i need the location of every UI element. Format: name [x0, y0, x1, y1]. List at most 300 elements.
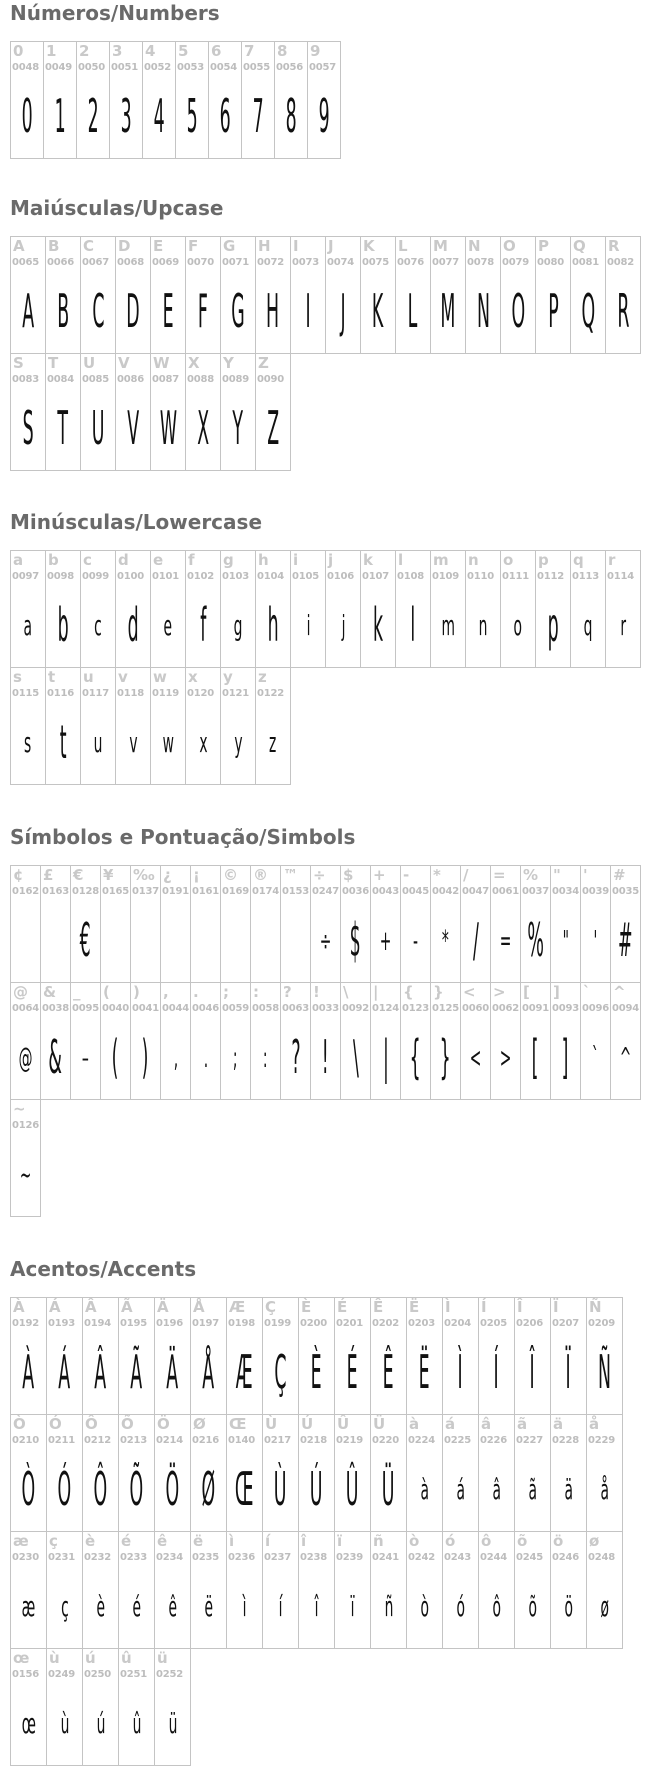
glyph-code: 0108	[397, 571, 425, 582]
glyph-char: Ù	[274, 1462, 287, 1516]
glyph-sample	[11, 904, 40, 976]
glyph-code: 0043	[372, 886, 400, 897]
glyph-label: '	[583, 866, 588, 884]
glyph-code: 0163	[42, 886, 70, 897]
glyph-sample	[587, 1336, 622, 1408]
glyph-label: Ø	[193, 1415, 206, 1433]
glyph-cell	[154, 1648, 191, 1766]
glyph-label: ê	[157, 1532, 168, 1550]
glyph-char: i	[306, 608, 310, 642]
glyph-cell	[605, 550, 641, 668]
glyph-cell	[220, 865, 251, 983]
glyph-cell	[290, 550, 326, 668]
glyph-char: {	[409, 1030, 422, 1084]
glyph-char: Ë	[419, 1345, 430, 1399]
glyph-char: y	[233, 725, 243, 759]
glyph-label: ô	[481, 1532, 492, 1550]
glyph-sample	[161, 1021, 190, 1093]
glyph-label: ä	[553, 1415, 564, 1433]
glyph-code: 0214	[156, 1435, 184, 1446]
glyph-char: V	[127, 401, 139, 455]
glyph-label: 6	[211, 42, 222, 60]
glyph-label: |	[373, 983, 379, 1001]
glyph-label: ‰	[133, 866, 155, 884]
glyph-label: ©	[223, 866, 238, 884]
glyph-sample	[83, 1336, 118, 1408]
glyph-sample	[11, 1021, 40, 1093]
glyph-char: }	[439, 1030, 452, 1084]
section-title: Símbolos e Pontuação/Simbols	[10, 825, 356, 849]
glyph-cell	[115, 353, 151, 471]
glyph-char: õ	[528, 1589, 537, 1623]
glyph-cell	[490, 865, 521, 983]
glyph-cell	[395, 236, 431, 354]
glyph-char: 7	[252, 89, 264, 143]
glyph-char: ê	[168, 1589, 177, 1623]
glyph-label: f	[188, 551, 195, 569]
glyph-cell	[442, 1531, 479, 1649]
glyph-sample	[371, 1453, 406, 1525]
glyph-label: é	[121, 1532, 132, 1550]
glyph-code: 0211	[48, 1435, 76, 1446]
glyph-sample	[221, 589, 255, 661]
glyph-char: 9	[318, 89, 330, 143]
glyph-code: 0049	[45, 62, 73, 73]
glyph-char: z	[269, 725, 277, 759]
glyph-sample	[431, 589, 465, 661]
glyph-sample	[143, 80, 175, 152]
glyph-sample	[491, 1021, 520, 1093]
glyph-label: F	[188, 237, 199, 255]
glyph-cell	[100, 865, 131, 983]
glyph-cell	[460, 865, 491, 983]
glyph-label: v	[118, 668, 128, 686]
glyph-sample	[155, 1687, 190, 1759]
glyph-cell	[255, 667, 291, 785]
glyph-char: *	[442, 923, 449, 957]
glyph-code: 0122	[257, 688, 285, 699]
glyph-sample	[401, 1021, 430, 1093]
glyph-char: >	[499, 1040, 512, 1074]
glyph-char: K	[372, 284, 384, 338]
glyph-cell	[150, 667, 186, 785]
glyph-char: +	[379, 923, 392, 957]
glyph-sample	[81, 392, 115, 464]
glyph-label: >	[493, 983, 506, 1001]
glyph-char: Ú	[310, 1462, 323, 1516]
glyph-char: N	[476, 284, 490, 338]
glyph-cell	[586, 1414, 623, 1532]
glyph-code: 0089	[222, 374, 250, 385]
glyph-cell	[430, 982, 461, 1100]
glyph-char: à	[420, 1472, 429, 1506]
glyph-sample	[151, 589, 185, 661]
glyph-cell	[500, 236, 536, 354]
section-title: Números/Numbers	[10, 1, 220, 25]
glyph-label: ö	[553, 1532, 564, 1550]
glyph-sample	[11, 1570, 46, 1642]
glyph-sample	[47, 1570, 82, 1642]
glyph-cell	[325, 550, 361, 668]
glyph-code: 0231	[48, 1552, 76, 1563]
glyph-sample	[299, 1570, 334, 1642]
glyph-cell	[190, 1531, 227, 1649]
glyph-label: a	[13, 551, 24, 569]
glyph-char: F	[197, 284, 209, 338]
glyph-code: 0048	[12, 62, 40, 73]
glyph-sample	[227, 1453, 262, 1525]
glyph-label: Ù	[265, 1415, 278, 1433]
glyph-cell	[255, 353, 291, 471]
glyph-char: ~	[19, 1157, 32, 1191]
glyph-label: â	[481, 1415, 492, 1433]
glyph-label: À	[13, 1298, 25, 1316]
glyph-char: d	[127, 598, 139, 652]
glyph-label: 8	[277, 42, 288, 60]
glyph-sample	[119, 1336, 154, 1408]
glyph-label: O	[503, 237, 516, 255]
glyph-cell	[610, 865, 641, 983]
glyph-char: x	[198, 725, 208, 759]
glyph-sample	[11, 1336, 46, 1408]
glyph-sample	[81, 589, 115, 661]
glyph-char: 6	[219, 89, 231, 143]
glyph-cell	[580, 982, 611, 1100]
glyph-cell	[340, 865, 371, 983]
glyph-sample	[587, 1453, 622, 1525]
glyph-char: O	[511, 284, 525, 338]
glyph-code: 0161	[192, 886, 220, 897]
glyph-code: 0112	[537, 571, 565, 582]
glyph-char: T	[57, 401, 69, 455]
glyph-sample	[227, 1570, 262, 1642]
glyph-label: <	[463, 983, 476, 1001]
glyph-label: c	[83, 551, 92, 569]
glyph-label: L	[398, 237, 408, 255]
glyph-cell	[460, 982, 491, 1100]
glyph-code: 0081	[572, 257, 600, 268]
glyph-code: 0233	[120, 1552, 148, 1563]
glyph-label: Ö	[157, 1415, 170, 1433]
glyph-code: 0066	[47, 257, 75, 268]
glyph-sample	[256, 392, 290, 464]
glyph-char: B	[57, 284, 69, 338]
glyph-char: ç	[60, 1589, 69, 1623]
glyph-sample	[371, 1021, 400, 1093]
glyph-char: ï	[350, 1589, 355, 1623]
glyph-label: S	[13, 354, 24, 372]
glyph-cell	[490, 982, 521, 1100]
glyph-code: 0219	[336, 1435, 364, 1446]
glyph-sample	[611, 904, 640, 976]
glyph-sample	[119, 1687, 154, 1759]
glyph-char: =	[499, 923, 512, 957]
glyph-cell	[76, 41, 110, 159]
glyph-cell	[150, 353, 186, 471]
glyph-sample	[281, 1021, 310, 1093]
glyph-char: Ò	[21, 1462, 36, 1516]
glyph-label: ™	[283, 866, 298, 884]
glyph-char: Á	[58, 1345, 71, 1399]
glyph-sample	[81, 706, 115, 778]
glyph-char: 4	[153, 89, 165, 143]
glyph-label: i	[293, 551, 299, 569]
glyph-char: ì	[242, 1589, 247, 1623]
glyph-label: T	[48, 354, 59, 372]
glyph-sample	[131, 904, 160, 976]
glyph-cell	[370, 982, 401, 1100]
glyph-label: y	[223, 668, 233, 686]
glyph-char: Ç	[274, 1345, 287, 1399]
glyph-char: l	[410, 598, 416, 652]
glyph-label: î	[301, 1532, 307, 1550]
glyph-cell	[550, 865, 581, 983]
glyph-label: &	[43, 983, 57, 1001]
glyph-code: 0050	[78, 62, 106, 73]
glyph-char: w	[162, 725, 174, 759]
glyph-code: 0193	[48, 1318, 76, 1329]
glyph-sample	[186, 275, 220, 347]
glyph-label: ú	[85, 1649, 96, 1667]
glyph-label: Ã	[121, 1298, 133, 1316]
glyph-cell	[478, 1297, 515, 1415]
glyph-cell	[465, 550, 501, 668]
glyph-code: 0033	[312, 1003, 340, 1014]
glyph-label: è	[85, 1532, 96, 1550]
glyph-code: 0210	[12, 1435, 40, 1446]
glyph-code: 0200	[300, 1318, 328, 1329]
glyph-sample	[581, 904, 610, 976]
glyph-sample	[443, 1570, 478, 1642]
glyph-char: ú	[96, 1706, 105, 1740]
glyph-code: 0056	[276, 62, 304, 73]
glyph-label: Ò	[13, 1415, 26, 1433]
glyph-code: 0121	[222, 688, 250, 699]
glyph-sample	[299, 1453, 334, 1525]
glyph-cell	[10, 1414, 47, 1532]
glyph-label: C	[83, 237, 95, 255]
glyph-char: G	[231, 284, 245, 338]
glyph-char: /	[472, 913, 479, 967]
glyph-sample	[221, 275, 255, 347]
glyph-char: r	[620, 608, 626, 642]
glyph-sample	[131, 1021, 160, 1093]
glyph-label: ~	[13, 1100, 26, 1118]
glyph-grid	[10, 236, 655, 470]
glyph-cell	[570, 550, 606, 668]
glyph-sample	[46, 275, 80, 347]
glyph-cell	[550, 982, 581, 1100]
glyph-char: e	[163, 608, 173, 642]
glyph-code: 0242	[408, 1552, 436, 1563]
glyph-label: Ê	[373, 1298, 384, 1316]
glyph-sample	[466, 589, 500, 661]
glyph-label: u	[83, 668, 94, 686]
glyph-sample	[581, 1021, 610, 1093]
glyph-cell	[478, 1531, 515, 1649]
glyph-char: 1	[54, 89, 66, 143]
glyph-label: /	[463, 866, 469, 884]
glyph-code: 0203	[408, 1318, 436, 1329]
glyph-code: 0248	[588, 1552, 616, 1563]
glyph-char: #	[618, 913, 633, 967]
glyph-sample	[11, 1138, 40, 1210]
glyph-char: ò	[420, 1589, 429, 1623]
glyph-sample	[221, 1021, 250, 1093]
glyph-code: 0249	[48, 1669, 76, 1680]
glyph-char: Æ	[236, 1345, 253, 1399]
glyph-cell	[550, 1531, 587, 1649]
glyph-sample	[155, 1570, 190, 1642]
glyph-char: W	[159, 401, 177, 455]
glyph-code: 0041	[132, 1003, 160, 1014]
glyph-code: 0218	[300, 1435, 328, 1446]
glyph-code: 0241	[372, 1552, 400, 1563]
glyph-cell	[370, 1297, 407, 1415]
glyph-cell	[154, 1414, 191, 1532]
glyph-char: Y	[232, 401, 244, 455]
glyph-char: 2	[87, 89, 99, 143]
glyph-sample	[83, 1687, 118, 1759]
glyph-code: 0074	[327, 257, 355, 268]
glyph-cell	[150, 550, 186, 668]
glyph-cell	[45, 236, 81, 354]
glyph-label: Z	[258, 354, 269, 372]
glyph-label: Y	[223, 354, 234, 372]
glyph-cell	[190, 1297, 227, 1415]
glyph-sample	[101, 1021, 130, 1093]
glyph-sample	[479, 1453, 514, 1525]
glyph-label: G	[223, 237, 236, 255]
glyph-sample	[371, 1570, 406, 1642]
glyph-label: Æ	[229, 1298, 246, 1316]
glyph-code: 0090	[257, 374, 285, 385]
glyph-label: 2	[79, 42, 90, 60]
glyph-char: Ô	[93, 1462, 108, 1516]
glyph-cell	[115, 550, 151, 668]
glyph-code: 0091	[522, 1003, 550, 1014]
glyph-sample	[11, 80, 43, 152]
glyph-sample	[291, 275, 325, 347]
glyph-cell	[190, 982, 221, 1100]
glyph-label: ë	[193, 1532, 204, 1550]
glyph-char: .	[203, 1040, 208, 1074]
glyph-cell	[46, 1297, 83, 1415]
glyph-sample	[46, 392, 80, 464]
glyph-sample	[41, 1021, 70, 1093]
glyph-label: õ	[517, 1532, 528, 1550]
glyph-code: 0225	[444, 1435, 472, 1446]
glyph-label: 1	[46, 42, 57, 60]
glyph-code: 0086	[117, 374, 145, 385]
glyph-code: 0045	[402, 886, 430, 897]
glyph-cell	[514, 1297, 551, 1415]
glyph-code: 0229	[588, 1435, 616, 1446]
glyph-sample	[551, 1453, 586, 1525]
glyph-code: 0034	[552, 886, 580, 897]
glyph-sample	[443, 1336, 478, 1408]
glyph-grid	[10, 1297, 655, 1765]
glyph-sample	[521, 1021, 550, 1093]
glyph-code: 0153	[282, 886, 310, 897]
glyph-code: 0061	[492, 886, 520, 897]
glyph-sample	[191, 1021, 220, 1093]
glyph-cell	[154, 1531, 191, 1649]
glyph-cell	[46, 1531, 83, 1649]
glyph-cell	[298, 1414, 335, 1532]
glyph-sample	[461, 904, 490, 976]
glyph-cell	[514, 1531, 551, 1649]
glyph-code: 0100	[117, 571, 145, 582]
glyph-char: q	[583, 608, 593, 642]
glyph-sample	[176, 80, 208, 152]
glyph-label: ñ	[373, 1532, 384, 1550]
glyph-label: ¥	[103, 866, 114, 884]
glyph-label: o	[503, 551, 514, 569]
glyph-cell	[605, 236, 641, 354]
glyph-code: 0199	[264, 1318, 292, 1329]
glyph-cell	[175, 41, 209, 159]
glyph-cell	[442, 1297, 479, 1415]
glyph-label: t	[48, 668, 56, 686]
glyph-sample	[11, 275, 45, 347]
glyph-cell	[334, 1414, 371, 1532]
glyph-code: 0084	[47, 374, 75, 385]
glyph-code: 0088	[187, 374, 215, 385]
glyph-code: 0251	[120, 1669, 148, 1680]
glyph-code: 0114	[607, 571, 635, 582]
glyph-sample	[606, 275, 640, 347]
glyph-label: R	[608, 237, 620, 255]
glyph-char: [	[532, 1030, 539, 1084]
glyph-cell	[160, 865, 191, 983]
glyph-cell	[400, 865, 431, 983]
glyph-cell	[400, 982, 431, 1100]
glyph-char: A	[22, 284, 34, 338]
glyph-label: Ï	[553, 1298, 559, 1316]
glyph-code: 0196	[156, 1318, 184, 1329]
glyph-code: 0092	[342, 1003, 370, 1014]
glyph-sample	[116, 275, 150, 347]
glyph-char: é	[132, 1589, 141, 1623]
glyph-sample	[263, 1570, 298, 1642]
glyph-cell	[185, 667, 221, 785]
glyph-cell	[10, 1648, 47, 1766]
glyph-char: Û	[346, 1462, 359, 1516]
glyph-code: 0036	[342, 886, 370, 897]
glyph-sample	[11, 706, 45, 778]
glyph-sample	[46, 589, 80, 661]
glyph-cell	[70, 982, 101, 1100]
glyph-sample	[551, 904, 580, 976]
glyph-code: 0094	[612, 1003, 640, 1014]
section-symbols	[10, 824, 655, 1216]
glyph-label: %	[523, 866, 539, 884]
glyph-cell	[220, 982, 251, 1100]
glyph-label: Ì	[445, 1298, 451, 1316]
glyph-sample	[407, 1453, 442, 1525]
glyph-sample	[116, 392, 150, 464]
glyph-cell	[520, 865, 551, 983]
glyph-code: 0052	[144, 62, 172, 73]
glyph-code: 0037	[522, 886, 550, 897]
glyph-code: 0243	[444, 1552, 472, 1563]
glyph-sample	[299, 1336, 334, 1408]
glyph-cell	[274, 41, 308, 159]
glyph-label: P	[538, 237, 549, 255]
glyph-char: ã	[528, 1472, 537, 1506]
glyph-code: 0057	[309, 62, 337, 73]
